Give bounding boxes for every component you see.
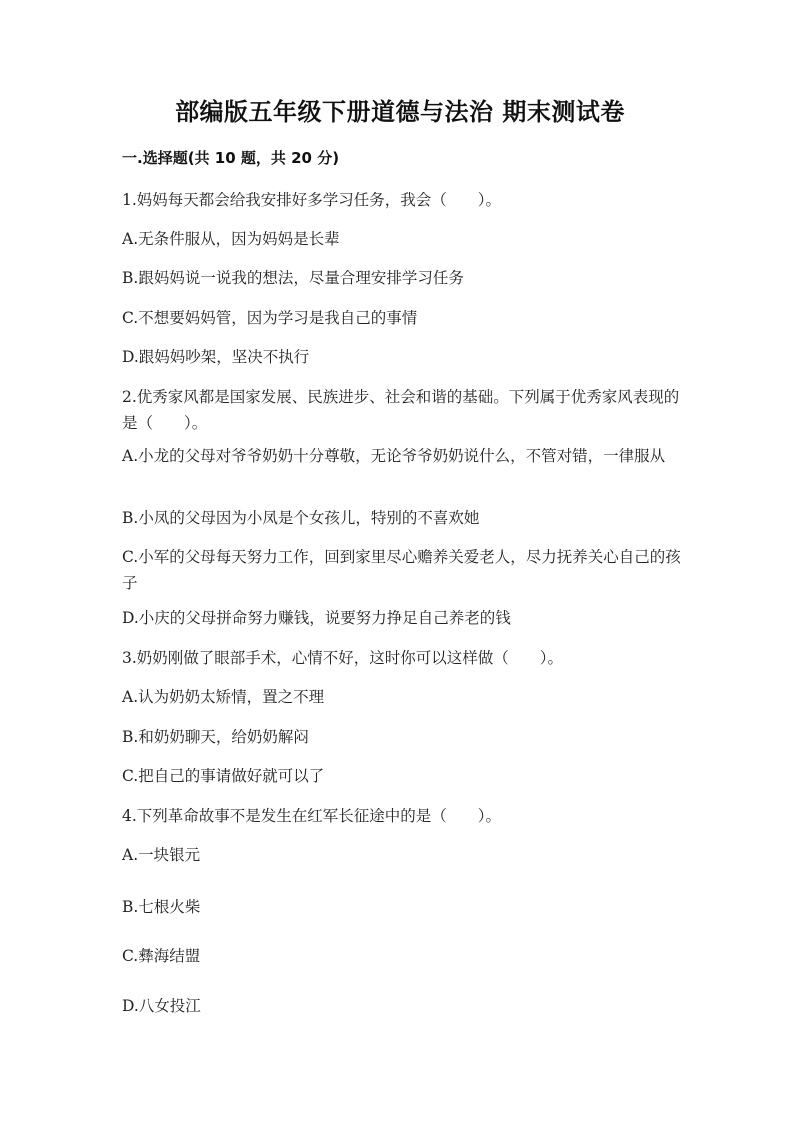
answer-option: C.把自己的事请做好就可以了 — [122, 767, 325, 785]
answer-option: A.认为奶奶太矫情，置之不理 — [122, 688, 325, 706]
answer-option: B.和奶奶聊天，给奶奶解闷 — [122, 728, 309, 746]
answer-option: A.小龙的父母对爷爷奶奶十分尊敬，无论爷爷奶奶说什么，不管对错，一律服从 — [122, 447, 666, 465]
answer-option: B.小凤的父母因为小凤是个女孩儿，特别的不喜欢她 — [122, 509, 480, 527]
answer-option: D.八女投江 — [122, 997, 201, 1015]
answer-option: C.彝海结盟 — [122, 947, 201, 965]
answer-option: D.跟妈妈吵架，坚决不执行 — [122, 348, 310, 366]
question-stem: 1.妈妈每天都会给我安排好多学习任务，我会（ ）。 — [122, 191, 502, 209]
question-stem: 4.下列革命故事不是发生在红军长征途中的是（ ）。 — [122, 807, 502, 825]
answer-option: C.小军的父母每天努力工作，回到家里尽心赡养关爱老人，尽力抚养关心自己的孩子 — [122, 548, 681, 592]
question-stem: 3.奶奶刚做了眼部手术，心情不好，这时你可以这样做（ ）。 — [122, 649, 564, 667]
answer-option: D.小庆的父母拼命努力赚钱，说要努力挣足自己养老的钱 — [122, 609, 511, 627]
answer-option: A.无条件服从，因为妈妈是长辈 — [122, 230, 340, 248]
answer-option: A.一块银元 — [122, 846, 201, 864]
question-stem: 2.优秀家风都是国家发展、民族进步、社会和谐的基础。下列属于优秀家风表现的是（ ）。 — [122, 388, 680, 432]
answer-option: B.七根火柴 — [122, 898, 201, 916]
page-title: 部编版五年级下册道德与法治 期末测试卷 — [175, 98, 625, 126]
answer-option: B.跟妈妈说一说我的想法，尽量合理安排学习任务 — [122, 269, 464, 287]
answer-option: C.不想要妈妈管，因为学习是我自己的事情 — [122, 309, 418, 327]
section-heading: 一.选择题(共 10 题，共 20 分) — [122, 149, 340, 167]
